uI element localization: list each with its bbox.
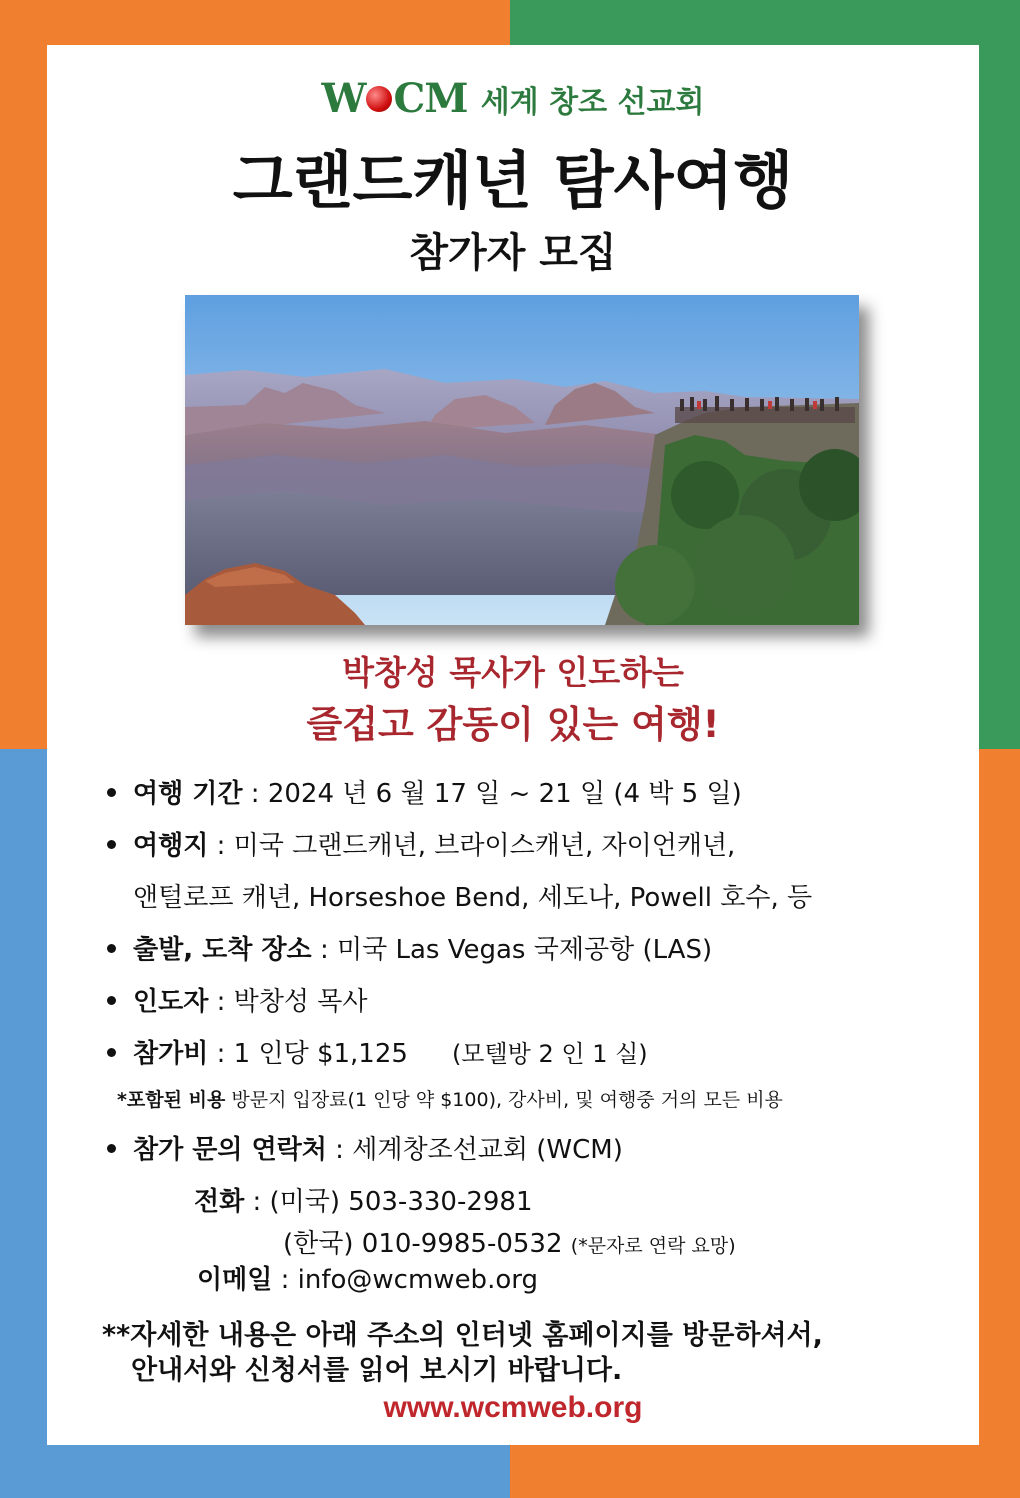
logo bbox=[47, 75, 979, 122]
bullet-icon bbox=[107, 788, 116, 797]
website-link[interactable]: www.wcmweb.org bbox=[383, 1391, 643, 1424]
footer-note-line2: 안내서와 신청서를 읽어 보시기 바랍니다. bbox=[131, 1355, 623, 1386]
contact-phone-kr-value: (한국) 010-9985-0532 bbox=[283, 1229, 563, 1259]
logo-globe-icon bbox=[366, 86, 392, 112]
contact-email bbox=[197, 1259, 538, 1296]
contact-phone-label: 전화 bbox=[194, 1187, 245, 1217]
contact-phone-us-value: : (미국) 503-330-2981 bbox=[244, 1187, 533, 1217]
bullet-icon bbox=[107, 1048, 116, 1057]
info-destinations-label: 여행지 bbox=[133, 831, 209, 861]
contact-phone-us bbox=[194, 1181, 533, 1218]
logo-wordmark: W CM bbox=[321, 75, 468, 122]
info-fee-label: 참가비 bbox=[133, 1039, 209, 1069]
info-leader-label: 인도자 bbox=[133, 987, 209, 1017]
info-fee bbox=[107, 1033, 648, 1070]
info-destinations bbox=[107, 825, 735, 862]
info-leader bbox=[107, 981, 368, 1018]
bullet-icon bbox=[107, 996, 116, 1005]
info-contact-value: : 세계창조선교회 (WCM) bbox=[326, 1135, 623, 1165]
page-title: 그랜드캐년 탐사여행 bbox=[232, 144, 794, 217]
contact-email-label: 이메일 bbox=[197, 1265, 273, 1295]
tagline-main: 즐겁고 감동이 있는 여행! bbox=[306, 703, 720, 746]
bullet-icon bbox=[107, 840, 116, 849]
info-fee-value: : 1 인당 $1,125 bbox=[208, 1039, 408, 1069]
info-contact bbox=[107, 1129, 623, 1166]
info-period-value: : 2024 년 6 월 17 일 ~ 21 일 (4 박 5 일) bbox=[242, 779, 742, 809]
info-fee-room: (모텔방 2 인 1 실) bbox=[451, 1040, 648, 1068]
info-destinations-value: : 미국 그랜드캐년, 브라이스캐년, 자이언캐년, bbox=[208, 831, 736, 861]
contact-phone-kr-note: (*문자로 연락 요망) bbox=[570, 1235, 736, 1257]
grand-canyon-photo bbox=[185, 295, 859, 625]
info-location-label: 출발, 도착 장소 bbox=[133, 935, 312, 965]
info-leader-value: : 박창성 목사 bbox=[208, 987, 368, 1017]
info-included-label: *포함된 비용 bbox=[117, 1089, 226, 1111]
logo-org-name: 세계 창조 선교회 bbox=[480, 84, 705, 120]
info-included bbox=[117, 1085, 783, 1112]
info-included-value: 방문지 입장료(1 인당 약 $100), 강사비, 및 여행중 거의 모든 비용 bbox=[225, 1089, 783, 1111]
info-destinations-continued: 앤털로프 캐년, Horseshoe Bend, 세도나, Powell 호수, 등 bbox=[133, 883, 813, 913]
info-period-label: 여행 기간 bbox=[133, 779, 243, 809]
page-subtitle: 참가자 모집 bbox=[409, 230, 617, 276]
tagline-leader: 박창성 목사가 인도하는 bbox=[342, 653, 684, 692]
contact-phone-kr bbox=[283, 1223, 736, 1260]
footer-note-line1: **자세한 내용은 아래 주소의 인터넷 홈페이지를 방문하셔서, bbox=[102, 1320, 823, 1351]
info-contact-label: 참가 문의 연락처 bbox=[133, 1135, 327, 1165]
info-period bbox=[107, 773, 742, 810]
info-location-value: : 미국 Las Vegas 국제공항 (LAS) bbox=[311, 935, 713, 965]
contact-email-value[interactable]: : info@wcmweb.org bbox=[272, 1265, 538, 1295]
bullet-icon bbox=[107, 944, 116, 953]
bullet-icon bbox=[107, 1144, 116, 1153]
info-location bbox=[107, 929, 712, 966]
flyer bbox=[47, 45, 979, 1445]
